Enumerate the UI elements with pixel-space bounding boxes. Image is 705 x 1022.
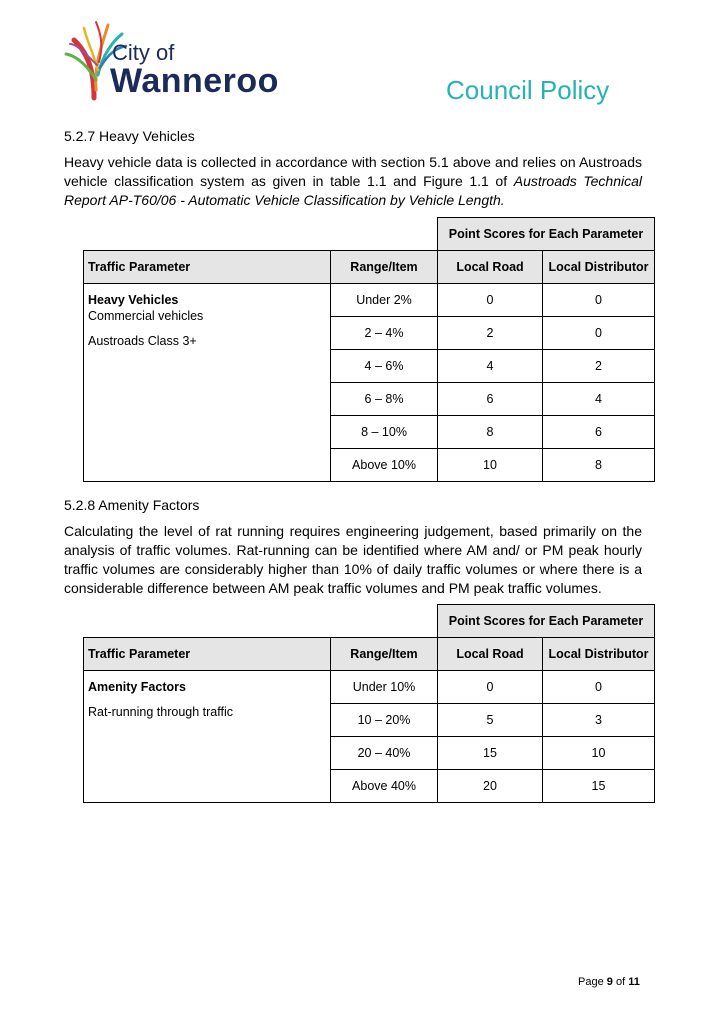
page-of: of [615, 976, 626, 988]
local-distributor-score: 15 [543, 770, 655, 803]
param-title: Heavy Vehicles [88, 293, 179, 307]
local-distributor-score: 0 [543, 317, 655, 350]
heavy-vehicles-heading: 5.2.7 Heavy Vehicles [64, 128, 195, 144]
table-row [84, 284, 655, 317]
local-road-score: 4 [438, 350, 543, 383]
range-cell: 2 – 4% [331, 317, 438, 350]
page-label: Page [578, 976, 604, 988]
local-distributor-score: 0 [543, 671, 655, 704]
local-road-score: 8 [438, 416, 543, 449]
col-header-traffic-parameter: Traffic Parameter [84, 638, 331, 671]
col-header-range: Range/Item [331, 638, 438, 671]
group-header: Point Scores for Each Parameter [438, 218, 655, 251]
amenity-factors-score-table [83, 604, 655, 803]
range-cell: 10 – 20% [331, 704, 438, 737]
amenity-factors-paragraph: Calculating the level of rat running requires engineering judgement, based primarily on the analysis of traffic volumes. Rat-running can be identified where AM and/ or PM peak hourly traffic volumes are considerably higher than 10% of daily traffic volumes or where there is a considerable difference between AM peak traffic volumes and PM peak traffic volumes. [64, 523, 642, 596]
heavy-vehicles-paragraph [64, 153, 642, 210]
local-road-score: 0 [438, 284, 543, 317]
param-desc: Commercial vehicles [88, 309, 204, 323]
range-cell: 6 – 8% [331, 383, 438, 416]
local-road-score: 5 [438, 704, 543, 737]
page-number [578, 976, 640, 988]
group-header: Point Scores for Each Parameter [438, 605, 655, 638]
logo-text-city-of: City of [112, 40, 175, 65]
range-cell: 8 – 10% [331, 416, 438, 449]
range-cell: Under 2% [331, 284, 438, 317]
local-road-score: 2 [438, 317, 543, 350]
local-road-score: 10 [438, 449, 543, 482]
local-distributor-score: 10 [543, 737, 655, 770]
local-road-score: 15 [438, 737, 543, 770]
traffic-parameter-cell [84, 671, 331, 803]
local-road-score: 20 [438, 770, 543, 803]
col-header-local-road: Local Road [438, 638, 543, 671]
page-total: 11 [628, 976, 640, 988]
heavy-vehicles-para-reference: Austroads Technical Report AP-T60/06 - Automatic Vehicle Classification by Vehicle Length. [64, 173, 643, 208]
param-desc: Austroads Class 3+ [88, 334, 197, 348]
traffic-parameter-cell [84, 284, 331, 482]
local-road-score: 6 [438, 383, 543, 416]
col-header-traffic-parameter: Traffic Parameter [84, 251, 331, 284]
param-title: Amenity Factors [88, 680, 186, 694]
range-cell: Above 40% [331, 770, 438, 803]
param-desc: Rat-running through traffic [88, 705, 233, 719]
heavy-vehicles-score-table [83, 217, 655, 482]
col-header-local-distributor: Local Distributor [543, 638, 655, 671]
local-distributor-score: 3 [543, 704, 655, 737]
local-distributor-score: 8 [543, 449, 655, 482]
table-row [84, 671, 655, 704]
range-cell: Above 10% [331, 449, 438, 482]
logo-text-wanneroo: Wanneroo [110, 62, 279, 100]
local-distributor-score: 0 [543, 284, 655, 317]
col-header-range: Range/Item [331, 251, 438, 284]
amenity-factors-heading: 5.2.8 Amenity Factors [64, 497, 200, 513]
local-distributor-score: 2 [543, 350, 655, 383]
col-header-local-road: Local Road [438, 251, 543, 284]
local-distributor-score: 4 [543, 383, 655, 416]
range-cell: 20 – 40% [331, 737, 438, 770]
heavy-vehicles-para-text: Heavy vehicle data is collected in accordance with section 5.1 above and relies on Austroads vehicle classification system as given in table 1.1 and Figure 1.1 of [64, 154, 642, 189]
col-header-local-distributor: Local Distributor [543, 251, 655, 284]
document-type-title: Council Policy [446, 75, 610, 105]
local-distributor-score: 6 [543, 416, 655, 449]
range-cell: 4 – 6% [331, 350, 438, 383]
local-road-score: 0 [438, 671, 543, 704]
range-cell: Under 10% [331, 671, 438, 704]
page-current: 9 [606, 976, 613, 988]
